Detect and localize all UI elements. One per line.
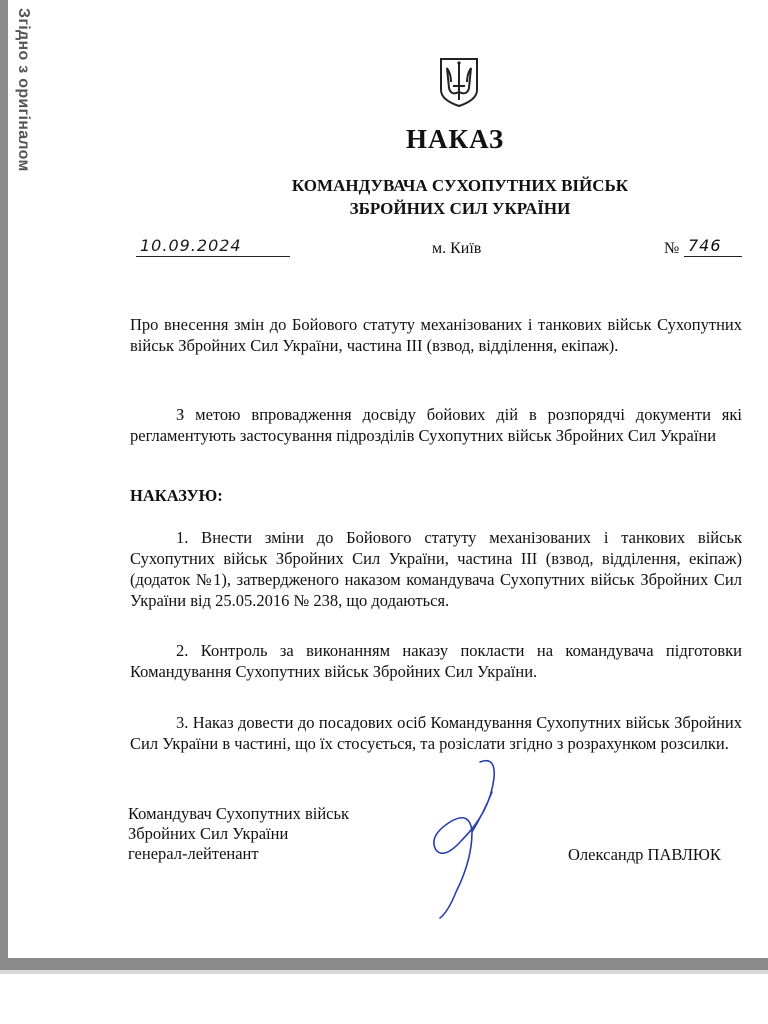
subtitle-line-1: КОМАНДУВАЧА СУХОПУТНИХ ВІЙСЬК — [291, 176, 629, 195]
subtitle-line-2: ЗБРОЙНИХ СИЛ УКРАЇНИ — [349, 199, 571, 218]
order-heading: НАКАЗУЮ: — [130, 486, 223, 505]
certification-stamp: Згідно з оригіналом — [15, 8, 32, 172]
date-underline — [136, 256, 290, 257]
signatory-position-2: Збройних Сил України — [128, 824, 289, 843]
order-item-2: 2. Контроль за виконанням наказу покласти на командувача підготовки Командування Сухопутних військ Збройних Сил України. — [130, 641, 742, 681]
order-subject: Про внесення змін до Бойового статуту механізованих і танкових військ Сухопутних військ Збройних Сил України, частина ІІІ (взвод, відділення, екіпаж). — [130, 315, 742, 355]
scan-edge-bottom-shadow — [0, 970, 768, 974]
scan-edge-bottom — [0, 958, 768, 970]
order-city: м. Київ — [432, 240, 482, 257]
scan-edge-left — [0, 0, 8, 968]
order-preamble: З метою впровадження досвіду бойових дій в розпорядчі документи які регламентують застосування підрозділів Сухопутних військ Збройних Сил України — [130, 405, 742, 445]
trident-icon — [437, 56, 481, 108]
document-subtitle — [270, 174, 650, 220]
number-sign: № — [664, 240, 680, 257]
signatory-position-1: Командувач Сухопутних військ — [128, 804, 350, 823]
signatory-rank: генерал-лейтенант — [128, 844, 259, 863]
order-number: 746 — [688, 236, 722, 255]
order-item-3: 3. Наказ довести до посадових осіб Командування Сухопутних військ Збройних Сил України в частині, що їх стосується, та розіслати згідно з розрахунком розсилки. — [130, 713, 742, 753]
order-item-1: 1. Внести зміни до Бойового статуту механізованих і танкових військ Сухопутних військ Збройних Сил України, частина ІІІ (взвод, відділення, екіпаж) (додаток №1), затвердженого наказом командувача Сухопутних військ Збройних Сил України від 25.05.2016 № 238, що додаються. — [130, 528, 742, 610]
handwritten-signature — [410, 752, 520, 922]
order-date: 10.09.2024 — [140, 236, 242, 255]
signatory-name: Олександр ПАВЛЮК — [568, 845, 721, 864]
number-underline — [684, 256, 742, 257]
signatory-block — [128, 804, 349, 864]
document-title: НАКАЗ — [406, 124, 505, 154]
